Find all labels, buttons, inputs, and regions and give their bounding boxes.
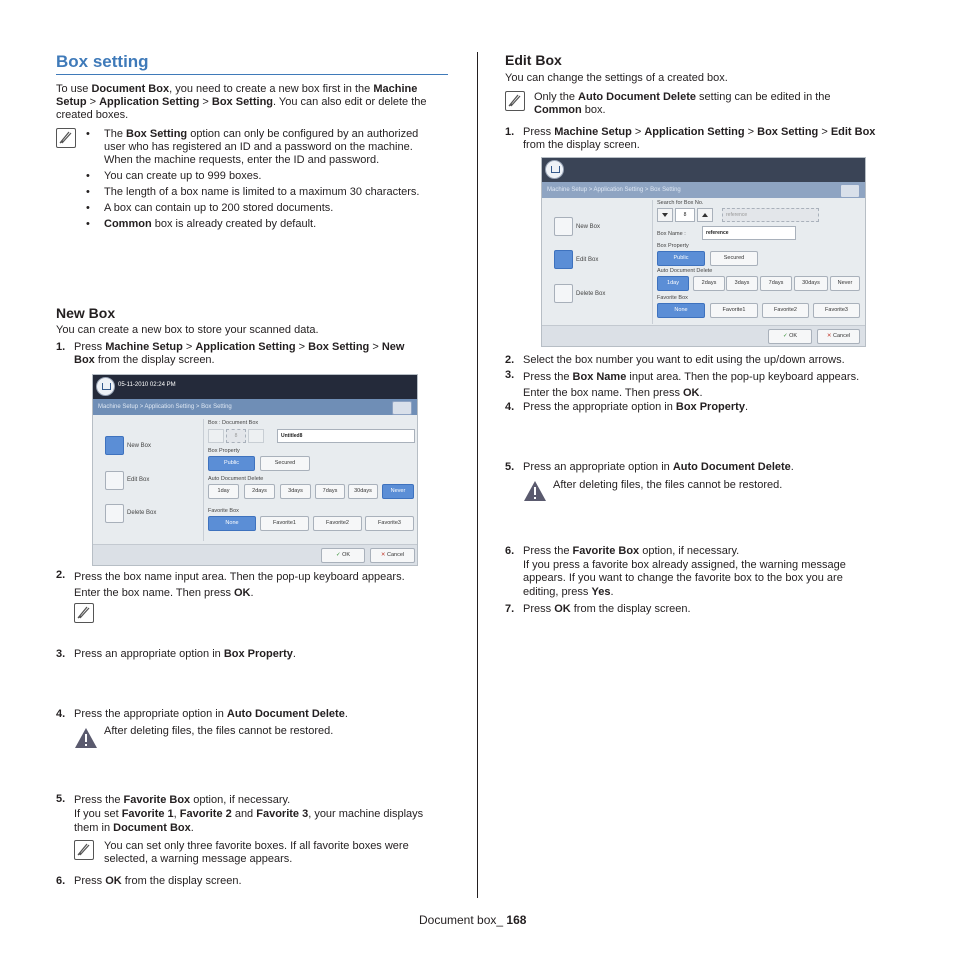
favorite1-button[interactable]: Favorite1 — [260, 516, 309, 531]
favorite-none-button[interactable]: None — [208, 516, 256, 531]
text-run: from the display screen. — [523, 139, 640, 151]
text-line — [523, 586, 908, 600]
screen-time: 05-11-2010 02:24 PM — [118, 382, 176, 388]
bold-text: Common — [104, 218, 152, 230]
close-icon: ✕ — [380, 552, 386, 558]
step-number: 1. — [505, 126, 515, 138]
option-3days[interactable]: 3days — [280, 484, 311, 499]
text-run: option can only be configured by an authorized — [187, 128, 419, 140]
bold-text: Box Setting — [211, 96, 274, 108]
edit-box-button[interactable] — [554, 250, 573, 269]
text-run: The — [104, 128, 127, 140]
text-line — [104, 154, 456, 167]
home-icon[interactable] — [96, 377, 115, 396]
text-line — [74, 875, 454, 888]
right-step-2 — [523, 354, 908, 367]
text-run: Press the — [74, 794, 124, 806]
option-never[interactable]: Never — [830, 276, 860, 291]
text-run: and — [231, 808, 257, 820]
bold-text: Setup — [56, 96, 87, 108]
text-run: Press an appropriate option in — [523, 461, 673, 473]
text-line — [523, 461, 908, 474]
text-line — [104, 202, 456, 215]
edit-box-button[interactable] — [105, 471, 124, 490]
text-run: > — [199, 96, 212, 108]
text-run: Enter the box name. Then press — [74, 587, 234, 599]
text-run: . — [744, 401, 749, 413]
favorite-box-label: Favorite Box — [208, 508, 239, 514]
bold-text: Favorite 3 — [256, 808, 309, 820]
step-number: 6. — [56, 875, 66, 887]
text-run: them in — [74, 822, 114, 834]
bold-text: Machine — [373, 83, 418, 95]
up-arrow-button[interactable] — [248, 429, 264, 443]
text-run: . — [610, 585, 614, 598]
text-run: Press — [74, 875, 106, 887]
left-warning-text: After deleting files, the files cannot be restored. — [104, 725, 334, 737]
edit-box-label: Edit Box — [127, 477, 150, 483]
bold-text: Edit Box — [830, 126, 876, 138]
text-line — [74, 354, 454, 367]
edit-box-intro: You can change the settings of a created box. — [505, 72, 728, 84]
text-run: from the display screen. — [94, 354, 215, 366]
bullet-icon: • — [86, 186, 90, 198]
option-30days[interactable]: 30days — [348, 484, 378, 499]
bold-text: Common — [534, 104, 582, 116]
text-run: Press the appropriate option in — [74, 708, 227, 720]
text-run: from the display screen. — [121, 875, 242, 887]
screen-bottom-bar — [93, 544, 417, 565]
bold-text: Application Setting — [195, 341, 296, 353]
text-run: > — [744, 126, 758, 138]
text-run: You can set only three favorite boxes. If all favorite boxes were — [104, 840, 409, 852]
text-run: > — [369, 341, 382, 353]
text-run: option, if necessary. — [639, 545, 740, 557]
text-run: box. — [581, 104, 606, 116]
text-line — [74, 807, 454, 821]
text-line — [74, 569, 454, 585]
text-line — [523, 126, 908, 139]
text-run: Press — [523, 603, 555, 615]
option-3days[interactable]: 3days — [726, 276, 758, 291]
display-screen-edit-box — [541, 157, 866, 347]
intro-paragraph — [56, 83, 456, 122]
favorite-none-button[interactable]: None — [657, 303, 705, 318]
edit-note — [534, 91, 904, 117]
bullet-icon: • — [86, 170, 90, 182]
text-line — [523, 401, 908, 414]
screen-top-bar — [542, 158, 865, 182]
option-2days[interactable]: 2days — [693, 276, 725, 291]
bold-text: Application Setting — [644, 126, 745, 138]
close-icon: ✕ — [826, 333, 832, 339]
bullet-icon: • — [86, 128, 90, 140]
text-line — [74, 585, 454, 601]
text-line — [74, 341, 454, 354]
left-step-4 — [74, 708, 454, 721]
text-run: option, if necessary. — [190, 794, 291, 806]
bold-text: OK — [234, 587, 251, 599]
breadcrumb-text: Machine Setup > Application Setting > Box Setting — [98, 404, 232, 410]
bullet-icon: • — [86, 202, 90, 214]
text-line — [104, 840, 454, 853]
bold-text: Favorite 1 — [121, 808, 174, 820]
step-number: 3. — [505, 369, 515, 381]
note-list-1 — [86, 128, 456, 234]
bold-text: OK — [554, 603, 571, 615]
text-run: , — [173, 808, 180, 820]
text-run: If you press a favorite box already assigned, the warning message — [523, 558, 846, 571]
text-run: Press the — [523, 371, 573, 383]
text-run: from the display screen. — [570, 603, 691, 615]
bold-text: Box Setting — [757, 126, 819, 138]
text-run: . You can also edit or delete the — [273, 96, 427, 108]
bold-text: Auto Document Delete — [672, 461, 791, 473]
search-field: reference — [722, 208, 819, 222]
delete-box-button[interactable] — [554, 284, 573, 303]
footer-label: Document box_ — [419, 913, 507, 927]
box-name-input[interactable]: Untitled8 — [277, 429, 415, 443]
text-run: Press the — [523, 545, 573, 557]
delete-box-label: Delete Box — [576, 291, 606, 297]
auto-delete-label: Auto Document Delete — [208, 476, 264, 482]
step-number: 2. — [56, 569, 66, 581]
note-3 — [104, 840, 454, 866]
box-property-label: Box Property — [657, 243, 689, 249]
note-icon — [505, 91, 525, 111]
ok-button[interactable] — [768, 329, 812, 344]
screen-top-bar — [93, 375, 417, 399]
bold-text: Application Setting — [99, 96, 200, 108]
text-line — [104, 186, 456, 199]
bold-text: Auto Document Delete — [226, 708, 345, 720]
bold-text: OK — [105, 875, 122, 887]
left-step-3 — [74, 648, 454, 661]
text-run: The length of a box name is limited to a maximum 30 characters. — [104, 186, 420, 198]
bold-text: OK — [683, 387, 700, 399]
text-run: Only the — [534, 91, 579, 103]
box-icon — [392, 401, 412, 415]
warning-icon — [523, 480, 547, 502]
text-run: created boxes. — [56, 109, 129, 121]
text-line — [523, 559, 908, 573]
bold-text: Box Setting — [308, 341, 370, 353]
text-run: , your machine displays — [308, 808, 424, 820]
left-step-6 — [74, 875, 454, 888]
text-run: user who has registered an ID and a password on the machine. — [104, 141, 413, 153]
box-property-label: Box Property — [208, 448, 240, 454]
step-number: 5. — [56, 793, 66, 805]
step-number: 5. — [505, 461, 515, 473]
text-line — [74, 793, 454, 807]
text-run: input area. Then the pop-up keyboard appears. — [626, 371, 860, 383]
favorite2-button[interactable]: Favorite2 — [762, 303, 809, 318]
bold-text: Document Box — [91, 83, 170, 95]
text-line — [523, 139, 908, 152]
text-line — [74, 821, 454, 835]
option-1day[interactable]: 1day — [657, 276, 689, 291]
bold-text: Box Name — [572, 371, 627, 383]
option-7days[interactable]: 7days — [760, 276, 792, 291]
text-line — [56, 109, 456, 122]
cancel-label: Cancel — [833, 333, 851, 339]
bold-text: Auto Document Delete — [578, 91, 696, 103]
text-run: . — [250, 587, 254, 599]
option-30days[interactable]: 30days — [794, 276, 828, 291]
text-run: You can create up to 999 boxes. — [104, 170, 262, 182]
down-arrow-icon — [658, 209, 672, 221]
text-run: Press — [523, 126, 555, 138]
step-number: 2. — [505, 354, 515, 366]
ok-label: OK — [789, 333, 798, 339]
text-run: > — [818, 126, 831, 138]
text-line — [104, 853, 454, 866]
text-line — [534, 104, 904, 117]
text-run: To use — [56, 83, 92, 95]
option-never[interactable]: Never — [382, 484, 414, 499]
box-number-field: 8 — [226, 429, 246, 443]
up-arrow-button[interactable] — [697, 208, 713, 222]
auto-delete-label: Auto Document Delete — [657, 268, 713, 274]
text-run: > — [295, 341, 309, 353]
new-box-label: New Box — [576, 224, 601, 230]
page-number: 168 — [506, 913, 527, 927]
text-line — [104, 218, 456, 231]
step-number: 3. — [56, 648, 66, 660]
text-line — [534, 91, 904, 104]
text-run: Press — [74, 341, 106, 353]
bold-text: Machine Setup — [554, 126, 632, 138]
option-7days[interactable]: 7days — [315, 484, 345, 499]
text-line — [523, 354, 908, 367]
section-title: Box setting — [56, 52, 149, 71]
text-line — [74, 708, 454, 721]
down-arrow-button[interactable] — [208, 429, 224, 443]
text-run: , you need to create a new box first in the — [169, 83, 374, 95]
page-footer — [419, 914, 526, 927]
list-item — [86, 186, 456, 199]
text-line — [104, 170, 456, 183]
right-warning-text: After deleting files, the files cannot be restored. — [553, 479, 783, 491]
new-box-label: New Box — [127, 443, 152, 449]
bold-text: Machine Setup — [105, 341, 183, 353]
screen-bottom-bar — [542, 325, 865, 346]
list-item — [86, 202, 456, 215]
text-run: Press an appropriate option in — [74, 648, 224, 660]
step-number: 4. — [505, 401, 515, 413]
note-icon — [74, 603, 94, 623]
option-2days[interactable]: 2days — [244, 484, 275, 499]
step-number: 7. — [505, 603, 515, 615]
delete-box-button[interactable] — [105, 504, 124, 523]
new-box-button[interactable] — [105, 436, 124, 455]
left-step-2 — [74, 569, 454, 601]
text-line — [523, 572, 908, 586]
text-line — [104, 141, 456, 154]
text-line — [56, 83, 456, 96]
cancel-button[interactable] — [817, 329, 860, 344]
step-number: 6. — [505, 545, 515, 557]
text-run: selected, a warning message appears. — [104, 853, 293, 865]
bold-text: Favorite 2 — [179, 808, 232, 820]
text-run: . — [790, 461, 794, 473]
box-name-label: Box Name : — [657, 231, 686, 237]
bold-text: Box Property — [223, 648, 293, 660]
secured-button[interactable]: Secured — [260, 456, 310, 471]
bold-text: Box — [74, 354, 95, 366]
search-box-label: Search for Box No. — [657, 200, 704, 206]
step-number: 4. — [56, 708, 66, 720]
box-number-label: Box : Document Box — [208, 420, 259, 426]
text-run: . — [699, 387, 703, 399]
secured-button[interactable]: Secured — [710, 251, 758, 266]
text-run: > — [182, 341, 196, 353]
column-divider — [477, 52, 478, 898]
bold-text: Box Setting — [126, 128, 188, 140]
right-step-4 — [523, 401, 908, 414]
display-screen-new-box — [92, 374, 418, 566]
edit-box-label: Edit Box — [576, 257, 599, 263]
bold-text: Favorite Box — [123, 794, 191, 806]
bold-text: Favorite Box — [572, 545, 640, 557]
screen-divider — [203, 419, 204, 541]
text-run: Enter the box name. Then press — [523, 387, 683, 399]
ok-label: OK — [342, 552, 351, 558]
warning-icon — [74, 727, 98, 749]
delete-box-label: Delete Box — [127, 510, 157, 516]
right-step-1 — [523, 126, 908, 152]
cancel-button[interactable] — [370, 548, 415, 563]
list-item — [86, 170, 456, 183]
screen-breadcrumb — [542, 182, 865, 198]
text-run: > — [86, 96, 100, 108]
text-run: . — [344, 708, 348, 720]
screen-breadcrumb — [93, 399, 417, 415]
text-line — [104, 128, 456, 141]
text-run: If you set — [74, 808, 122, 820]
text-run: When the machine requests, enter the ID and password. — [104, 154, 380, 166]
list-item — [86, 218, 456, 231]
check-icon: ✓ — [782, 333, 788, 339]
text-run: appears. If you want to change the favorite box to the box you are — [523, 572, 843, 584]
screen-divider — [652, 200, 653, 324]
box-icon — [840, 184, 860, 198]
public-button[interactable]: Public — [657, 251, 705, 266]
favorite3-button[interactable]: Favorite3 — [813, 303, 860, 318]
edit-box-heading: Edit Box — [505, 52, 562, 68]
text-run: setting can be edited in the — [696, 91, 831, 103]
note-icon — [74, 840, 94, 860]
up-arrow-icon — [698, 209, 712, 221]
text-run: A box can contain up to 200 stored documents. — [104, 202, 334, 214]
bold-text: Box Property — [675, 401, 745, 413]
bullet-icon: • — [86, 218, 90, 230]
new-box-button[interactable] — [554, 217, 573, 236]
home-icon[interactable] — [545, 160, 564, 179]
text-line — [523, 545, 908, 559]
note-icon — [56, 128, 76, 148]
text-run: editing, press — [523, 585, 592, 598]
text-line — [74, 648, 454, 661]
box-name-input[interactable]: reference — [702, 226, 796, 240]
new-box-heading: New Box — [56, 305, 116, 321]
bold-text: New — [381, 341, 405, 353]
ok-button[interactable] — [321, 548, 365, 563]
bold-text: Yes — [591, 585, 611, 598]
left-step-5 — [74, 793, 454, 835]
text-line — [523, 369, 908, 385]
step-number: 1. — [56, 341, 66, 353]
favorite1-button[interactable]: Favorite1 — [710, 303, 758, 318]
text-run: box is already created by default. — [151, 218, 317, 230]
cancel-label: Cancel — [387, 552, 405, 558]
option-1day[interactable]: 1day — [208, 484, 239, 499]
right-step-7 — [523, 603, 908, 616]
text-run: Select the box number you want to edit using the up/down arrows. — [523, 354, 845, 366]
favorite3-button[interactable]: Favorite3 — [365, 516, 414, 531]
text-line — [56, 96, 456, 109]
bold-text: Document Box — [113, 822, 191, 834]
box-number-field: 8 — [675, 208, 695, 222]
text-run: Press the appropriate option in — [523, 401, 676, 413]
text-run: Press the box name input area. Then the pop-up keyboard appears. — [74, 571, 405, 583]
text-run: . — [190, 822, 194, 834]
title-rule — [56, 74, 448, 75]
breadcrumb-text: Machine Setup > Application Setting > Box Setting — [547, 187, 681, 193]
public-button[interactable]: Public — [208, 456, 255, 471]
text-run: . — [292, 648, 296, 660]
text-run: > — [631, 126, 645, 138]
favorite-box-label: Favorite Box — [657, 295, 688, 301]
text-line — [523, 385, 908, 401]
text-line — [523, 603, 908, 616]
down-arrow-button[interactable] — [657, 208, 673, 222]
left-step-1 — [74, 341, 454, 367]
right-step-3 — [523, 369, 908, 401]
right-step-6 — [523, 545, 908, 599]
new-box-intro: You can create a new box to store your scanned data. — [56, 324, 319, 336]
list-item — [86, 128, 456, 167]
favorite2-button[interactable]: Favorite2 — [313, 516, 362, 531]
right-step-5 — [523, 461, 908, 474]
check-icon: ✓ — [335, 552, 341, 558]
